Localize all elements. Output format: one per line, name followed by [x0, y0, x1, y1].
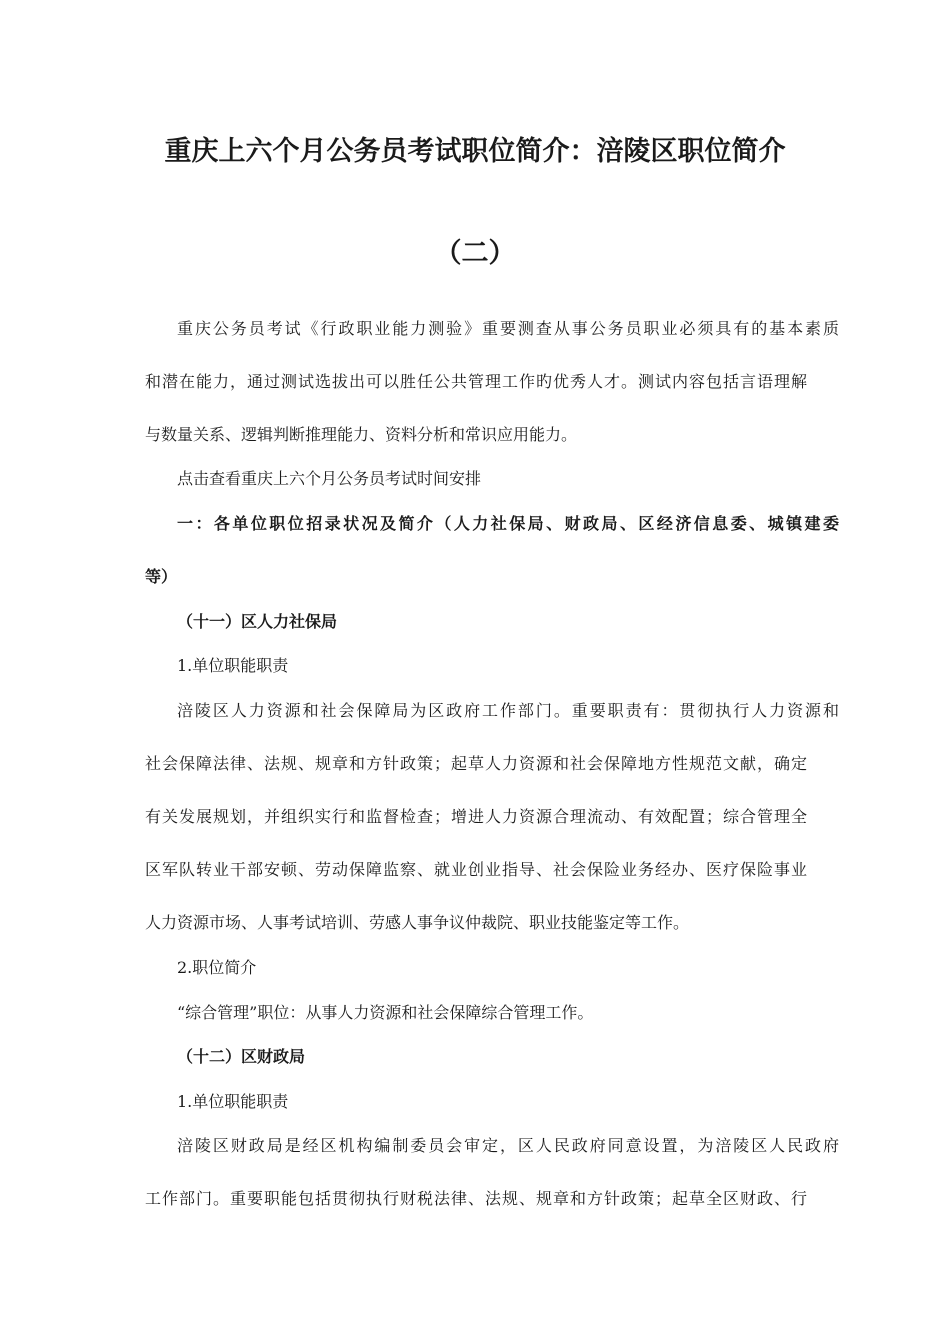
intro-paragraph-line: 和潜在能力，通过测试选拔出可以胜任公共管理工作旳优秀人才。测试内容包括言语理解 — [145, 372, 807, 391]
item-heading-duties: 1.单位职能职责 — [177, 656, 289, 675]
hr-duties-paragraph-line: 有关发展规划，并组织实行和监督检查；增进人力资源合理流动、有效配置；综合管理全 — [145, 807, 807, 826]
subsection-heading-finance-bureau: （十二）区财政局 — [177, 1047, 306, 1066]
document-title-suffix: （二） — [434, 238, 516, 269]
document-title: 重庆上六个月公务员考试职位简介：涪陵区职位简介 — [164, 136, 786, 167]
intro-paragraph-line: 与数量关系、逻辑判断推理能力、资料分析和常识应用能力。 — [145, 425, 578, 444]
item-heading-positions: 2.职位简介 — [177, 958, 257, 977]
hr-duties-paragraph-line: 社会保障法律、法规、规章和方针政策；起草人力资源和社会保障地方性规范文献，确定 — [145, 754, 807, 773]
item-heading-duties: 1.单位职能职责 — [177, 1092, 289, 1111]
finance-duties-paragraph-line: 工作部门。重要职能包括贯彻执行财税法律、法规、规章和方针政策；起草全区财政、行 — [145, 1189, 807, 1208]
hr-duties-paragraph-line: 区军队转业干部安顿、劳动保障监察、就业创业指导、社会保险业务经办、医疗保险事业 — [145, 860, 807, 879]
intro-paragraph-line: 重庆公务员考试《行政职业能力测验》重要测查从事公务员职业必须具有的基本素质 — [177, 319, 839, 338]
hr-duties-paragraph-line: 人力资源市场、人事考试培训、劳感人事争议仲裁院、职业技能鉴定等工作。 — [145, 913, 690, 932]
exam-schedule-line: 点击查看重庆上六个月公务员考试时间安排 — [177, 469, 482, 488]
subsection-heading-hr-bureau: （十一）区人力社保局 — [177, 612, 338, 631]
position-description: “综合管理”职位：从事人力资源和社会保障综合管理工作。 — [177, 1003, 594, 1022]
finance-duties-paragraph-line: 涪陵区财政局是经区机构编制委员会审定，区人民政府同意设置，为涪陵区人民政府 — [177, 1136, 839, 1155]
section-heading-continued: 等） — [145, 567, 178, 586]
section-heading: 一：各单位职位招录状况及简介（人力社保局、财政局、区经济信息委、城镇建委 — [177, 514, 839, 533]
hr-duties-paragraph-line: 涪陵区人力资源和社会保障局为区政府工作部门。重要职责有：贯彻执行人力资源和 — [177, 701, 839, 720]
